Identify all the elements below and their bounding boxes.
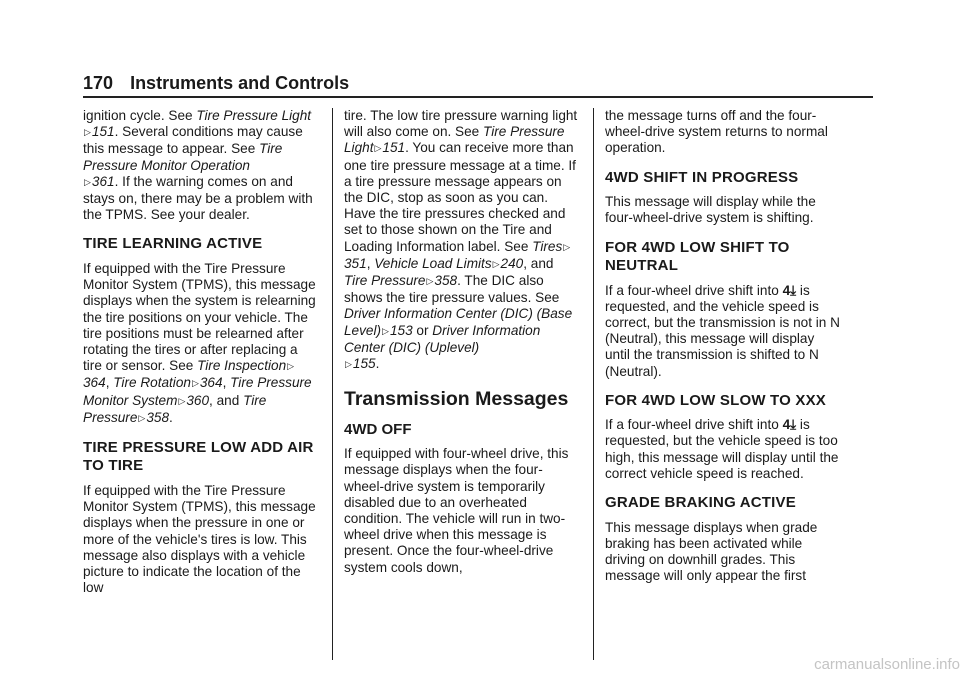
page-reference-triangle-icon: ▷ <box>563 241 571 252</box>
page-reference-triangle-icon: ▷ <box>426 276 434 287</box>
heading-4wd-shift-in-progress: 4WD SHIFT IN PROGRESS <box>605 168 799 186</box>
cross-reference-link[interactable]: Driver Information Center (DIC) (Uplevel) <box>344 322 541 355</box>
page-reference-triangle-icon: ▷ <box>287 361 295 372</box>
paragraph <box>344 108 580 373</box>
text: tire. The low tire pressure warning light will also come on. See <box>344 108 578 140</box>
page-reference-triangle-icon: ▷ <box>178 395 186 406</box>
down-arrow-icon: ⤓ <box>790 417 797 433</box>
cross-reference-link[interactable]: Tire Pressure Monitor Operation <box>83 141 283 173</box>
paragraph: the message turns off and the four-wheel-drive system returns to normal operation. <box>605 108 828 156</box>
page-reference-number[interactable]: 351 <box>344 255 367 271</box>
text: , <box>222 375 231 391</box>
text: or <box>412 322 433 338</box>
page-reference-triangle-icon: ▷ <box>84 176 91 187</box>
page-reference-number[interactable]: 153 <box>389 322 413 338</box>
heading-for-4wd-low-slow: FOR 4WD LOW SLOW TO XXX <box>605 391 826 409</box>
page-reference-number[interactable]: 240 <box>500 255 524 271</box>
text: . The DIC also shows the tire pressure values. See <box>344 273 560 306</box>
header-rule <box>83 96 873 98</box>
four-wheel-low-arrow-icon <box>783 417 797 432</box>
text: . Several conditions may cause this message to appear. See <box>83 124 303 157</box>
text: , <box>366 255 375 271</box>
cross-reference-link[interactable]: Tire Inspection <box>197 358 287 374</box>
page-reference-triangle-icon: ▷ <box>382 325 389 336</box>
page-reference-number[interactable]: 364 <box>83 375 106 391</box>
text: If a four-wheel drive shift into <box>605 417 783 433</box>
column-middle <box>344 108 580 582</box>
watermark: carmanualsonline.info <box>814 656 960 673</box>
page-reference-triangle-icon: ▷ <box>492 258 500 269</box>
heading-grade-braking-active: GRADE BRAKING ACTIVE <box>605 494 796 512</box>
page-reference-number[interactable]: 360 <box>186 392 210 408</box>
column-left <box>83 108 319 602</box>
text: , and <box>523 255 554 271</box>
text: , <box>105 375 114 391</box>
paragraph <box>605 417 841 482</box>
page-header <box>83 70 873 96</box>
cross-reference-link[interactable]: Tire Pressure Monitor System <box>83 375 312 408</box>
text: If a four-wheel drive shift into <box>605 282 783 298</box>
page-reference-number[interactable]: 151 <box>91 124 115 140</box>
four-wheel-low-label: 4 <box>782 417 791 433</box>
heading-for-4wd-low-shift-to-neutral: FOR 4WD LOW SHIFT TO NEUTRAL <box>605 238 790 275</box>
page-reference-number[interactable]: 155 <box>352 356 376 372</box>
page-reference-triangle-icon: ▷ <box>374 143 382 154</box>
column-divider <box>593 108 594 660</box>
paragraph: If equipped with the Tire Pressure Monitor System (TPMS), this message displays when the pressure in one or more of the vehicle's tires is low. This message also displays with a vehicle picture to indicate the location of the low <box>83 482 316 596</box>
paragraph <box>83 261 319 427</box>
column-right <box>605 108 841 590</box>
cross-reference-link[interactable]: Tires <box>532 238 563 254</box>
cross-reference-link[interactable]: Tire Pressure <box>344 273 426 289</box>
column-divider <box>332 108 333 660</box>
page-reference-triangle-icon: ▷ <box>84 127 91 138</box>
page-reference-number[interactable]: 151 <box>382 140 406 156</box>
section-title: Instruments and Controls <box>130 73 350 93</box>
text: . <box>375 356 380 372</box>
paragraph: This message will display while the four-wheel-drive system is shifting. <box>605 194 816 226</box>
text: . You can receive more than one tire pressure message at a time. If a tire pressure message appears on the DIC, stop as soon as you can. Have the tire pressures checked and set to those shown on the Tire and Loading Information label. See <box>344 140 576 254</box>
page-reference-number[interactable]: 358 <box>434 273 458 289</box>
text: . <box>169 409 173 425</box>
text: If equipped with the Tire Pressure Monitor System (TPMS), this message displays when the system is relearning the tire positions on your vehicle. The tire positions must be relearned after rotating the tires or after replacing a tire or sensor. See <box>83 260 316 374</box>
four-wheel-low-arrow-icon <box>783 283 797 298</box>
heading-transmission-messages: Transmission Messages <box>344 388 569 411</box>
text: is requested, but the vehicle speed is too high, this message will display until the correct vehicle speed is reached. <box>605 417 839 481</box>
cross-reference-link[interactable]: Vehicle Load Limits <box>374 255 492 271</box>
paragraph <box>605 283 841 380</box>
cross-reference-link[interactable]: Tire Pressure Light <box>344 124 565 156</box>
page-reference-number[interactable]: 364 <box>199 375 223 391</box>
cross-reference-link[interactable]: Tire Rotation <box>113 375 191 391</box>
heading-tire-pressure-low: TIRE PRESSURE LOW ADD AIR TO TIRE <box>83 438 314 475</box>
cross-reference-link[interactable]: Tire Pressure <box>83 392 267 425</box>
paragraph: This message displays when grade braking has been activated while driving on downhill grades. This message will only appear the first <box>605 519 818 584</box>
page-reference-triangle-icon: ▷ <box>138 412 146 423</box>
page-number: 170 <box>83 73 114 93</box>
heading-tire-learning-active: TIRE LEARNING ACTIVE <box>83 235 263 253</box>
heading-4wd-off: 4WD OFF <box>344 421 412 439</box>
page-reference-number[interactable]: 358 <box>146 409 170 425</box>
paragraph <box>83 108 319 223</box>
paragraph: If equipped with four-wheel drive, this message displays when the four-wheel-drive system is temporarily disabled due to an overheated condition. The vehicle will run in two-wheel drive when this message is present. Once the four-wheel-drive system cools down, <box>344 446 569 575</box>
down-arrow-icon: ⤓ <box>790 282 797 298</box>
page-reference-number[interactable]: 361 <box>91 173 115 189</box>
cross-reference-link[interactable]: Driver Information Center (DIC) (Base Level) <box>344 306 573 338</box>
page-reference-triangle-icon: ▷ <box>345 359 352 370</box>
text: is requested, and the vehicle speed is correct, but the transmission is not in N (Neutral), this message will display until the transmission is shifted to N (Neutral). <box>605 282 840 379</box>
four-wheel-low-label: 4 <box>782 282 791 298</box>
page-reference-triangle-icon: ▷ <box>191 378 199 389</box>
text: , and <box>209 392 244 408</box>
text: ignition cycle. See <box>83 108 197 123</box>
cross-reference-link[interactable]: Tire Pressure Light <box>196 108 312 123</box>
text: . If the warning comes on and stays on, there may be a problem with the TPMS. See your dealer. <box>83 173 313 223</box>
